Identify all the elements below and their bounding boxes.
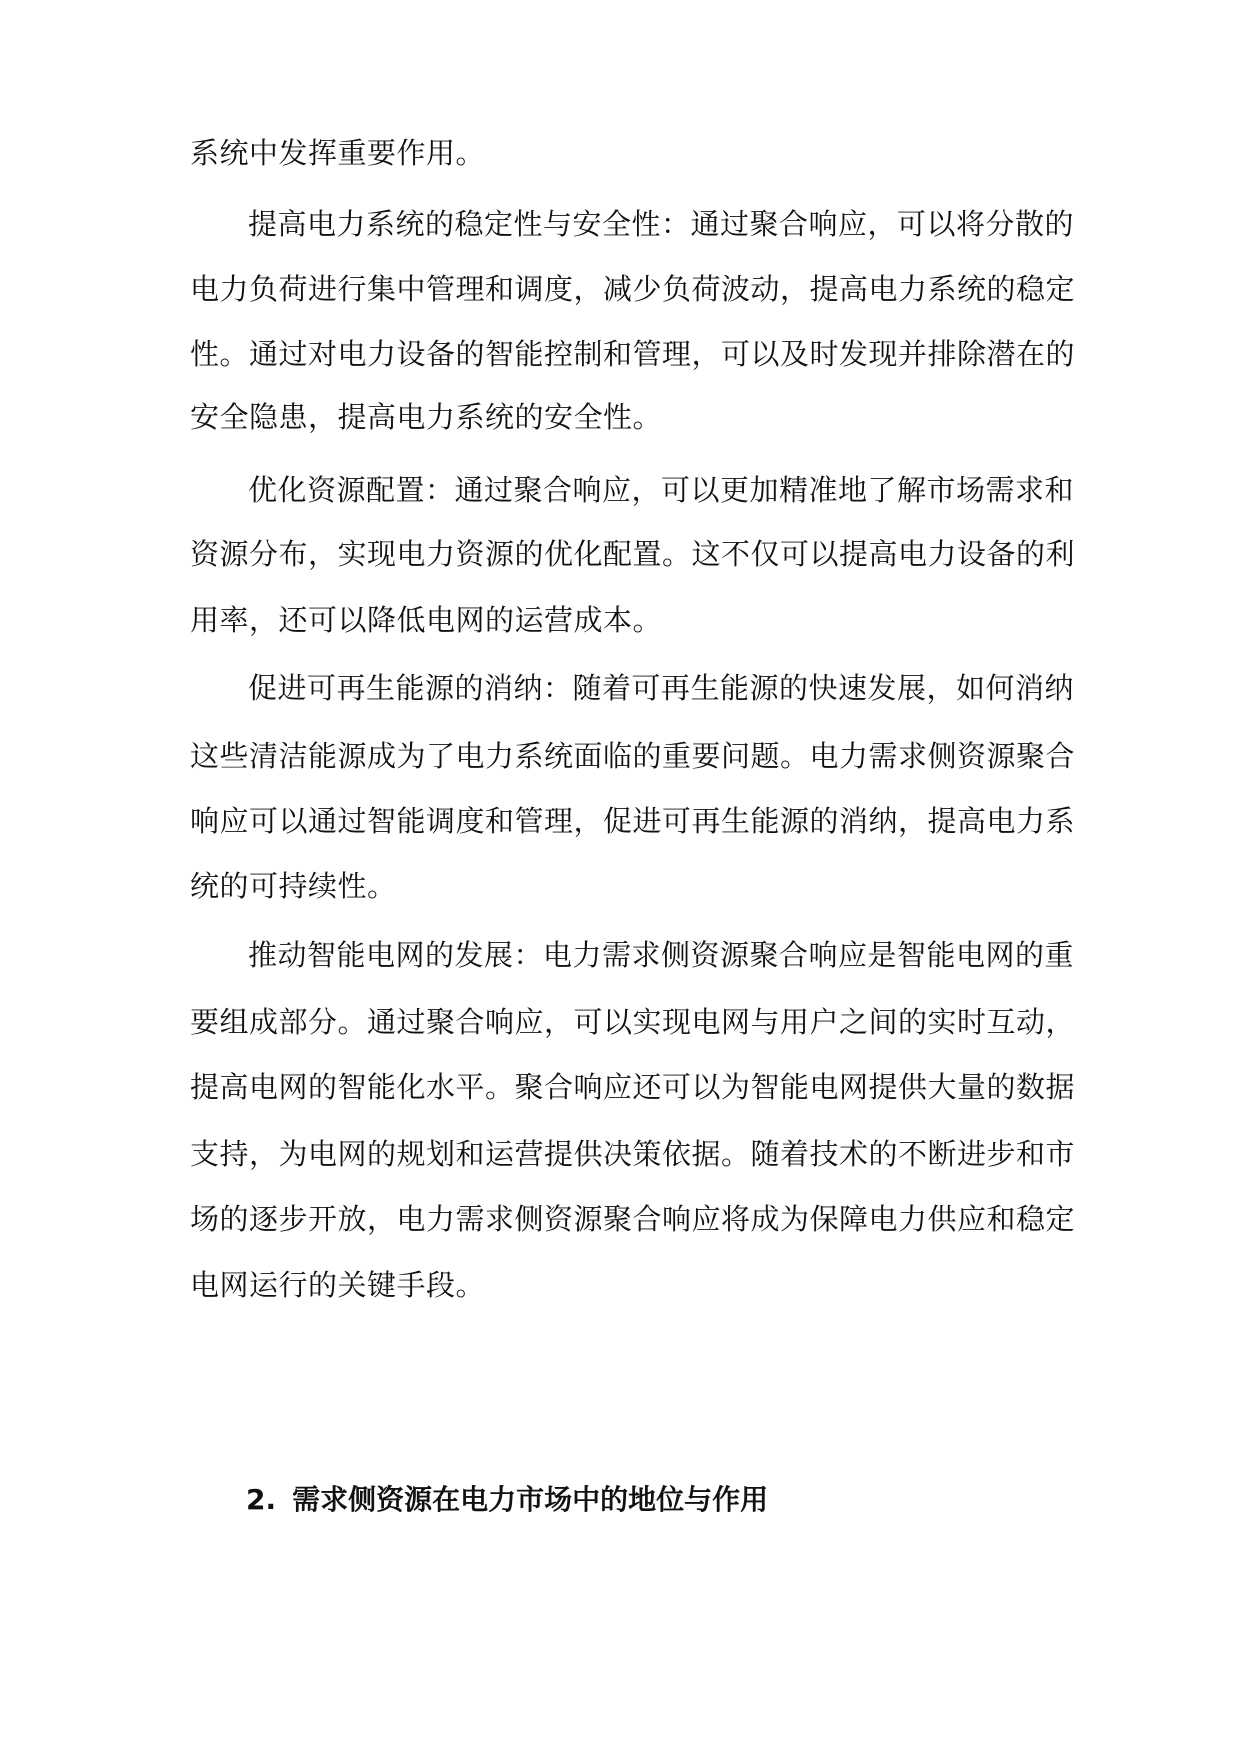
text-line: 响应可以通过智能调度和管理，促进可再生能源的消纳，提高电力系 <box>190 804 1076 838</box>
text-line: 系统中发挥重要作用。 <box>190 136 486 170</box>
text-line: 要组成部分。通过聚合响应，可以实现电网与用户之间的实时互动， <box>190 1005 1076 1039</box>
text-line: 电网运行的关键手段。 <box>190 1268 486 1302</box>
section-number: 2. <box>246 1483 277 1516</box>
text-line: 性。通过对电力设备的智能控制和管理，可以及时发现并排除潜在的 <box>190 337 1076 371</box>
section-title: 需求侧资源在电力市场中的地位与作用 <box>292 1483 769 1516</box>
text-line: 提高电网的智能化水平。聚合响应还可以为智能电网提供大量的数据 <box>190 1070 1076 1104</box>
text-line: 推动智能电网的发展：电力需求侧资源聚合响应是智能电网的重 <box>248 938 1075 972</box>
text-line: 促进可再生能源的消纳：随着可再生能源的快速发展，如何消纳 <box>248 671 1075 705</box>
text-line: 安全隐患，提高电力系统的安全性。 <box>190 400 663 434</box>
text-line: 这些清洁能源成为了电力系统面临的重要问题。电力需求侧资源聚合 <box>190 739 1076 773</box>
text-line: 优化资源配置：通过聚合响应，可以更加精准地了解市场需求和 <box>248 473 1075 507</box>
text-line: 场的逐步开放，电力需求侧资源聚合响应将成为保障电力供应和稳定 <box>190 1202 1076 1236</box>
text-line: 支持，为电网的规划和运营提供决策依据。随着技术的不断进步和市 <box>190 1137 1076 1171</box>
text-line: 资源分布，实现电力资源的优化配置。这不仅可以提高电力设备的利 <box>190 537 1076 571</box>
text-line: 提高电力系统的稳定性与安全性：通过聚合响应，可以将分散的 <box>248 207 1075 241</box>
text-line: 统的可持续性。 <box>190 869 397 903</box>
text-line: 用率，还可以降低电网的运营成本。 <box>190 603 663 637</box>
text-line: 电力负荷进行集中管理和调度，减少负荷波动，提高电力系统的稳定 <box>190 272 1076 306</box>
section-heading <box>246 1480 768 1520</box>
